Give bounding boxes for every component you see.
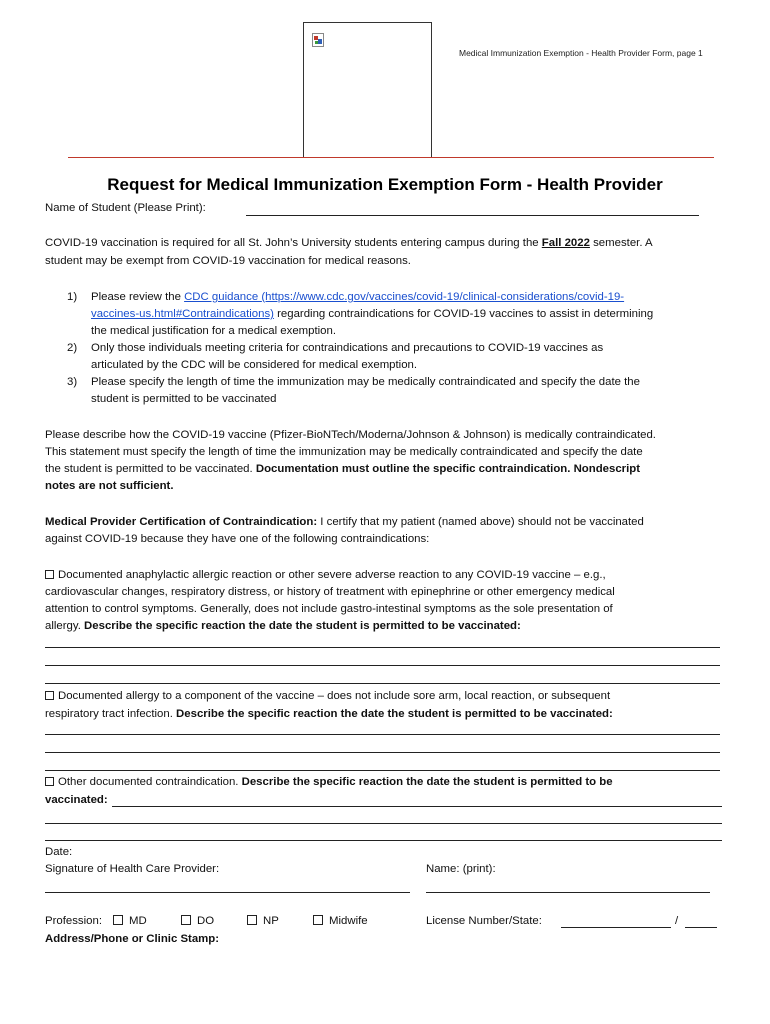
header-divider [68, 157, 714, 158]
license-label: License Number/State: [426, 915, 542, 927]
list-item-1-cont: vaccines-us.html#Contraindications) regarding contraindications for COVID-19 vaccines to assist in determining [91, 308, 654, 320]
list-item-1: Please review the CDC guidance (https://www.cdc.gov/vaccines/covid-19/clinical-considerations/covid-19- [91, 291, 625, 303]
name-print-label: Name: (print): [426, 863, 496, 875]
form-reference: Medical Immunization Exemption - Health Provider Form, page 1 [459, 48, 703, 58]
anaphylactic-checkbox[interactable] [45, 570, 54, 579]
component-allergy-checkbox[interactable] [45, 691, 54, 700]
other-answer-line-2[interactable] [45, 823, 722, 824]
list-item-1-cont2: the medical justification for a medical exemption. [91, 325, 337, 337]
list-item-2: Only those individuals meeting criteria for contraindications and precautions to COVID-19 vaccines as [91, 342, 604, 354]
page-title: Request for Medical Immunization Exemption Form - Health Provider [107, 175, 663, 194]
anaphylactic-answer-line-1[interactable] [45, 647, 720, 648]
do-checkbox[interactable] [181, 915, 191, 925]
option-other: Other documented contraindication. Describe the specific reaction the date the student is permitted to be [45, 775, 613, 789]
describe-line-4: notes are not sufficient. [45, 480, 174, 492]
anaphylactic-answer-line-2[interactable] [45, 665, 720, 666]
option-anaphylactic-l4: allergy. Describe the specific reaction the date the student is permitted to be vaccinated: [45, 620, 521, 632]
list-number-2: 2) [67, 342, 78, 354]
certification-line-2: against COVID-19 because they have one of the following contraindications: [45, 533, 430, 545]
logo-placeholder [303, 22, 432, 158]
list-number-1: 1) [67, 291, 78, 303]
midwife-option-label: Midwife [329, 915, 368, 927]
cdc-url-link-a[interactable]: (https://www.cdc.gov/vaccines/covid-19/clinical-considerations/covid-19- [261, 291, 625, 303]
component-answer-line-3[interactable] [45, 770, 720, 771]
student-name-field[interactable] [246, 215, 699, 216]
option-anaphylactic-l3: attention to control symptoms. Generally, does not include gastro-intestinal symptoms as the sole presentation of [45, 603, 613, 615]
other-checkbox[interactable] [45, 777, 54, 786]
md-option-label: MD [129, 915, 147, 927]
intro-line-1: COVID-19 vaccination is required for all St. John’s University students entering campus during the Fall 2022 semester. A [45, 237, 653, 249]
cdc-url-link-b[interactable]: vaccines-us.html#Contraindications) [91, 308, 274, 320]
np-option-label: NP [263, 915, 279, 927]
describe-line-3: the student is permitted to be vaccinated. Documentation must outline the specific contraindication. Nondescript [45, 463, 641, 475]
component-answer-line-2[interactable] [45, 752, 720, 753]
certification-line-1: Medical Provider Certification of Contraindication: I certify that my patient (named above) should not be vaccinated [45, 516, 644, 528]
describe-line-1: Please describe how the COVID-19 vaccine (Pfizer-BioNTech/Moderna/Johnson & Johnson) is medically contraindicated. [45, 429, 656, 441]
license-number-field[interactable] [561, 927, 671, 928]
list-item-3: Please specify the length of time the immunization may be medically contraindicated and specify the date the [91, 376, 640, 388]
license-separator: / [675, 915, 679, 927]
fall-term: Fall 2022 [541, 237, 590, 249]
midwife-checkbox[interactable] [313, 915, 323, 925]
other-answer-line-1[interactable] [112, 806, 722, 807]
describe-line-2: This statement must specify the length of time the immunization may be medically contraindicated and specify the date [45, 446, 643, 458]
date-label: Date: [45, 846, 73, 858]
do-option-label: DO [197, 915, 215, 927]
other-answer-line-3[interactable] [45, 840, 722, 841]
option-other-l2: vaccinated: [45, 794, 108, 806]
list-item-3-cont: student is permitted to be vaccinated [91, 393, 277, 405]
component-answer-line-1[interactable] [45, 734, 720, 735]
list-number-3: 3) [67, 376, 78, 388]
option-component-allergy: Documented allergy to a component of the vaccine – does not include sore arm, local reaction, or subsequent [45, 689, 610, 703]
license-state-field[interactable] [685, 927, 717, 928]
list-item-2-cont: articulated by the CDC will be considered for medical exemption. [91, 359, 418, 371]
md-checkbox[interactable] [113, 915, 123, 925]
signature-field[interactable] [45, 892, 410, 893]
np-checkbox[interactable] [247, 915, 257, 925]
option-anaphylactic: Documented anaphylactic allergic reaction or other severe adverse reaction to any COVID-19 vaccine – e.g., [45, 568, 606, 582]
broken-image-icon [312, 33, 324, 47]
option-component-allergy-l2: respiratory tract infection. Describe the specific reaction the date the student is permitted to be vaccinated: [45, 708, 613, 720]
profession-label: Profession: [45, 915, 102, 927]
cdc-guidance-link[interactable]: CDC guidance [184, 291, 262, 303]
signature-label: Signature of Health Care Provider: [45, 863, 220, 875]
name-print-field[interactable] [426, 892, 710, 893]
anaphylactic-answer-line-3[interactable] [45, 683, 720, 684]
address-stamp-label: Address/Phone or Clinic Stamp: [45, 933, 220, 945]
intro-line-2: student may be exempt from COVID-19 vaccination for medical reasons. [45, 255, 411, 267]
student-name-label: Name of Student (Please Print): [45, 202, 206, 214]
option-anaphylactic-l2: cardiovascular changes, respiratory distress, or history of treatment with epinephrine or other emergency medical [45, 586, 615, 598]
